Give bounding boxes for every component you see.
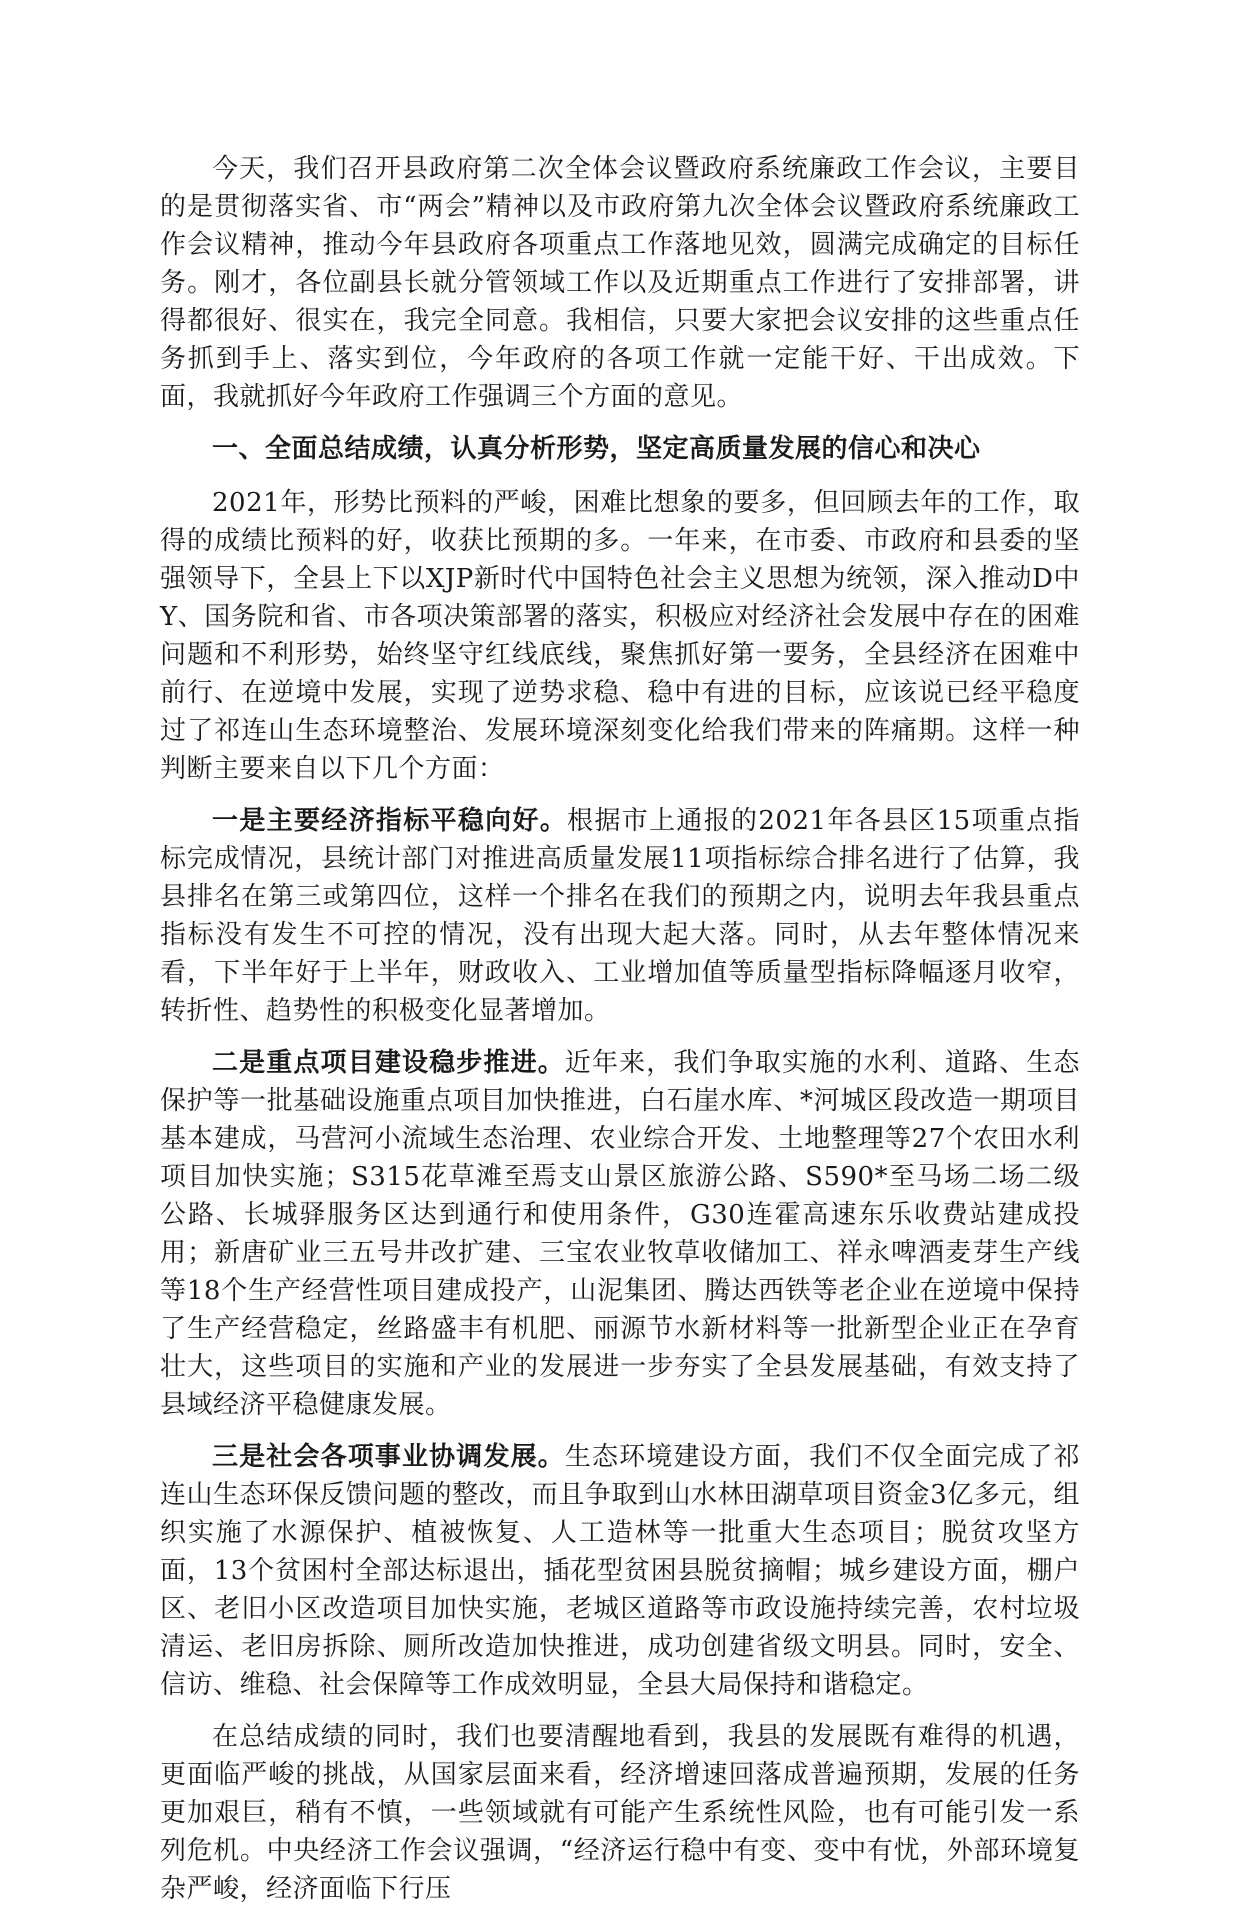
intro-paragraph: 今天，我们召开县政府第二次全体会议暨政府系统廉政工作会议，主要目的是贯彻落实省、市“两会”精神以及市政府第九次全体会议暨政府系统廉政工作会议精神，推动今年县政府各项重点工作落地见效，圆满完成确定的目标任务。刚才，各位副县长就分管领域工作以及近期重点工作进行了安排部署，讲得都很好、很实在，我完全同意。我相信，只要大家把会议安排的这些重点任务抓到手上、落实到位，今年政府的各项工作就一定能干好、干出成效。下面，我就抓好今年政府工作强调三个方面的意见。 <box>160 154 1080 412</box>
point-lead-2: 二是重点项目建设稳步推进。 <box>212 1048 565 1078</box>
point-paragraph-2 <box>160 1044 1080 1424</box>
document-page <box>160 150 1080 1922</box>
point-lead-3: 三是社会各项事业协调发展。 <box>212 1442 565 1472</box>
section-heading: 一、全面总结成绩，认真分析形势，坚定高质量发展的信心和决心 <box>212 434 981 464</box>
point-body-2: 近年来，我们争取实施的水利、道路、生态保护等一批基础设施重点项目加快推进，白石崖水库、*河城区段改造一期项目基本建成，马营河小流域生态治理、农业综合开发、土地整理等27个农田水利项目加快实施；S315花草滩至焉支山景区旅游公路、S590*至马场二场二级公路、长城驿服务区达到通行和使用条件，G30连霍高速东乐收费站建成投用；新唐矿业三五号井改扩建、三宝农业牧草收储加工、祥永啤酒麦芽生产线等18个生产经营性项目建成投产，山泥集团、腾达西铁等老企业在逆境中保持了生产经营稳定，丝路盛丰有机肥、丽源节水新材料等一批新型企业正在孕育壮大，这些项目的实施和产业的发展进一步夯实了全县发展基础，有效支持了县域经济平稳健康发展。 <box>160 1048 1080 1420</box>
point-body-3: 生态环境建设方面，我们不仅全面完成了祁连山生态环保反馈问题的整改，而且争取到山水林田湖草项目资金3亿多元，组织实施了水源保护、植被恢复、人工造林等一批重大生态项目；脱贫攻坚方面，13个贫困村全部达标退出，插花型贫困县脱贫摘帽；城乡建设方面，棚户区、老旧小区改造项目加快实施，老城区道路等市政设施持续完善，农村垃圾清运、老旧房拆除、厕所改造加快推进，成功创建省级文明县。同时，安全、信访、维稳、社会保障等工作成效明显，全县大局保持和谐稳定。 <box>160 1442 1080 1700</box>
point-paragraph-1 <box>160 802 1080 1030</box>
closing-paragraph: 在总结成绩的同时，我们也要清醒地看到，我县的发展既有难得的机遇，更面临严峻的挑战，从国家层面来看，经济增速回落成普遍预期，发展的任务更加艰巨，稍有不慎，一些领域就有可能产生系统性风险，也有可能引发一系列危机。中央经济工作会议强调，“经济运行稳中有变、变中有忧，外部环境复杂严峻，经济面临下行压 <box>160 1722 1080 1904</box>
section-paragraph: 2021年，形势比预料的严峻，困难比想象的要多，但回顾去年的工作，取得的成绩比预料的好，收获比预期的多。一年来，在市委、市政府和县委的坚强领导下，全县上下以XJP新时代中国特色社会主义思想为统领，深入推动D中Y、国务院和省、市各项决策部署的落实，积极应对经济社会发展中存在的困难问题和不利形势，始终坚守红线底线，聚焦抓好第一要务，全县经济在困难中前行、在逆境中发展，实现了逆势求稳、稳中有进的目标，应该说已经平稳度过了祁连山生态环境整治、发展环境深刻变化给我们带来的阵痛期。这样一种判断主要来自以下几个方面： <box>160 488 1080 784</box>
point-body-1: 根据市上通报的2021年各县区15项重点指标完成情况，县统计部门对推进高质量发展11项指标综合排名进行了估算，我县排名在第三或第四位，这样一个排名在我们的预期之内，说明去年我县重点指标没有发生不可控的情况，没有出现大起大落。同时，从去年整体情况来看，下半年好于上半年，财政收入、工业增加值等质量型指标降幅逐月收窄，转折性、趋势性的积极变化显著增加。 <box>160 806 1080 1026</box>
point-lead-1: 一是主要经济指标平稳向好。 <box>212 806 568 836</box>
point-paragraph-3 <box>160 1438 1080 1704</box>
